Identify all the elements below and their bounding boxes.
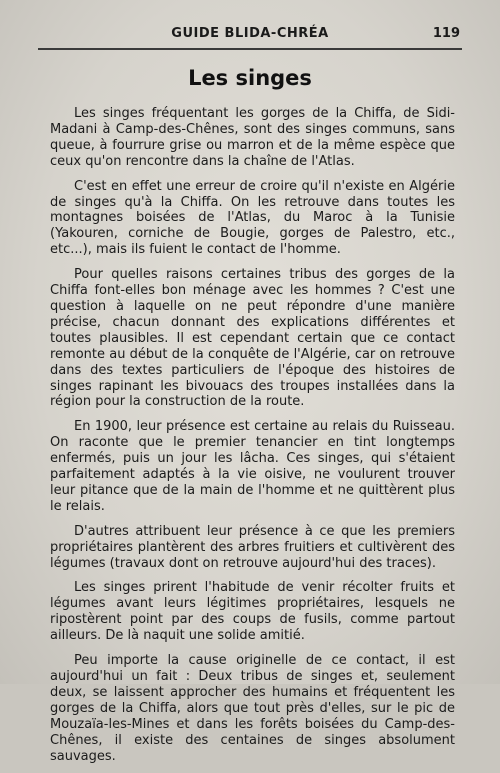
paragraph: C'est en effet une erreur de croire qu'il n'existe en Algérie de singes qu'à la Chiffa. On les retrouve dans toutes les montagnes boisées de l'Atlas, du Maroc à la Tunisie (Yakouren, corniche de Bougie, gorges de Palestro, etc., etc...), mais ils fuient le contact de l'homme.: [50, 178, 455, 258]
paragraph: D'autres attribuent leur présence à ce que les premiers propriétaires plantèrent des arbres fruitiers et cultivèrent des légumes (travaux dont on retrouve aujourd'hui des traces).: [50, 523, 455, 571]
body-text: [50, 106, 455, 773]
paragraph: Les singes fréquentant les gorges de la Chiffa, de Sidi-Madani à Camp-des-Chênes, sont des singes communs, sans queue, à fourrure grise ou marron et de la même espèce que ceux qu'on rencontre dans la chaîne de l'Atlas.: [50, 106, 455, 169]
header-rule: [38, 48, 462, 50]
running-header: [40, 26, 460, 48]
section-heading: Les singes: [188, 66, 312, 90]
paragraph: En 1900, leur présence est certaine au relais du Ruisseau. On raconte que le premier tenancier en tint longtemps enfermés, puis un jour les lâcha. Ces singes, qui s'étaient parfaitement adaptés à la vie oisive, ne voulurent trouver leur pitance que de la main de l'homme et ne quittèrent plus le relais.: [50, 419, 455, 514]
paragraph: Pour quelles raisons certaines tribus des gorges de la Chiffa font-elles bon ménage avec les hommes ? C'est une question à laquelle on ne peut répondre d'une manière précise, chacun donnant des explications différentes et toutes plausibles. Il est cependant certain que ce contact remonte au début de la conquête de l'Algérie, car on retrouve dans des textes particuliers de l'époque des histoires de singes rapinant les bivouacs des troupes installées dans la région pour la construction de la route.: [50, 267, 455, 410]
header-title: GUIDE BLIDA-CHRÉA: [171, 26, 329, 41]
page-number: 119: [432, 26, 460, 41]
paragraph: Les singes prirent l'habitude de venir récolter fruits et légumes avant leurs légitimes propriétaires, lesquels ne ripostèrent point par des coups de fusils, comme partout ailleurs. De là naquit une solide amitié.: [50, 580, 455, 644]
paragraph: Peu importe la cause originelle de ce contact, il est aujourd'hui un fait : Deux tribus de singes et, seulement deux, se laissent approcher des humains et fréquentent les gorges de la Chiffa, alors que tout près d'elles, sur le pic de Mouzaïa-les-Mines et dans les forêts boisées du Camp-des-Chênes, il existe des centaines de singes absolument sauvages.: [50, 653, 455, 764]
